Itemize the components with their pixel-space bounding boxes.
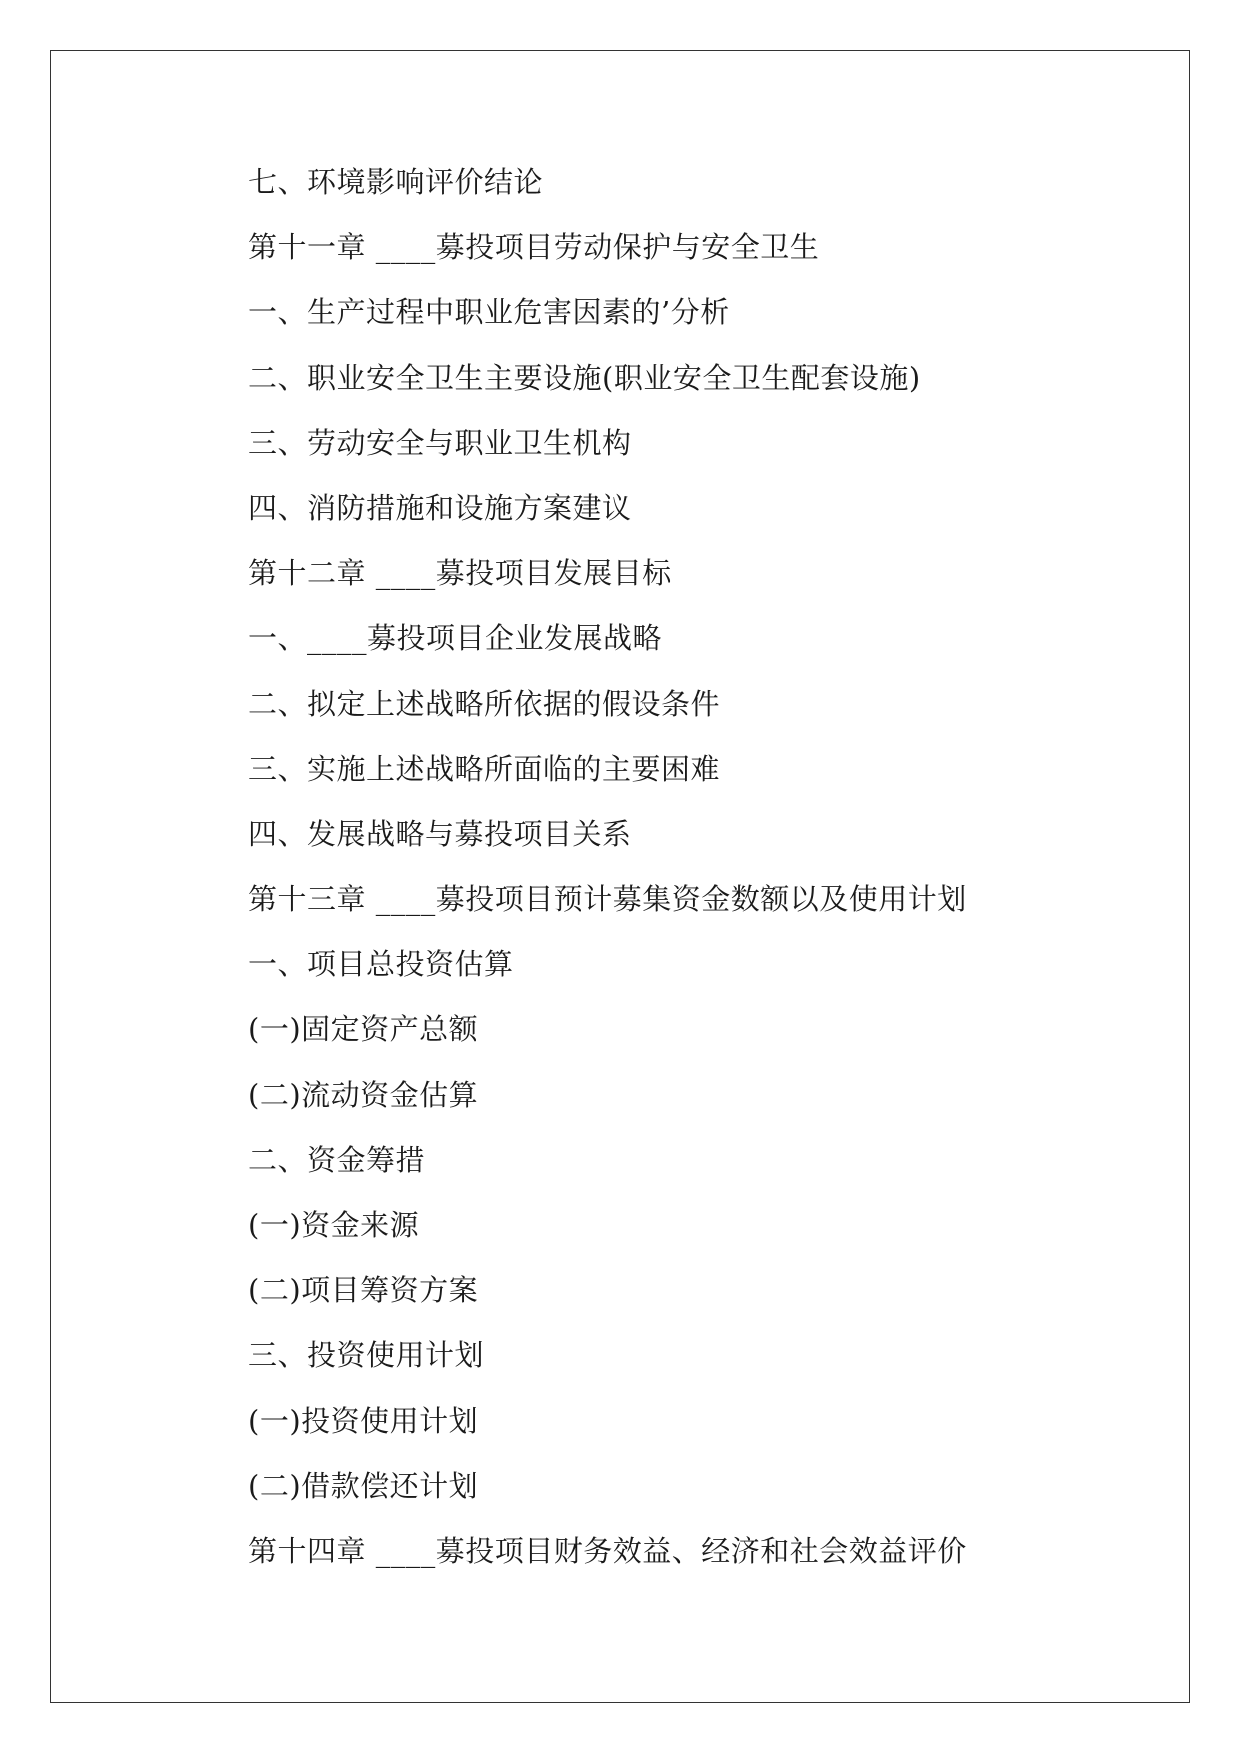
subsection-heading: (二)流动资金估算 [248, 1077, 479, 1112]
section-heading: 一、生产过程中职业危害因素的’分析 [248, 295, 730, 330]
section-heading: 三、投资使用计划 [248, 1338, 485, 1373]
chapter-heading: 第十二章 ____募投项目发展目标 [248, 556, 672, 591]
section-heading: 三、劳动安全与职业卫生机构 [248, 425, 632, 460]
section-heading: 二、拟定上述战略所依据的假设条件 [248, 686, 721, 721]
chapter-heading: 第十三章 ____募投项目预计募集资金数额以及使用计划 [248, 882, 967, 917]
section-heading: 四、消防措施和设施方案建议 [248, 490, 632, 525]
subsection-heading: (一)固定资产总额 [248, 1012, 479, 1047]
section-heading: 一、____募投项目企业发展战略 [248, 621, 663, 656]
subsection-heading: (一)投资使用计划 [248, 1403, 479, 1438]
section-heading: 三、实施上述战略所面临的主要困难 [248, 751, 721, 786]
section-heading: 一、项目总投资估算 [248, 947, 514, 982]
subsection-heading: (一)资金来源 [248, 1208, 420, 1242]
document-body [248, 155, 1148, 1589]
section-heading: 七、环境影响评价结论 [248, 165, 544, 199]
section-heading: 四、发展战略与募投项目关系 [248, 816, 632, 851]
section-heading: 二、职业安全卫生主要设施(职业安全卫生配套设施) [248, 360, 921, 395]
subsection-heading: (二)借款偿还计划 [248, 1468, 479, 1503]
chapter-heading: 第十一章 ____募投项目劳动保护与安全卫生 [248, 230, 820, 265]
section-heading: 二、资金筹措 [248, 1142, 426, 1177]
chapter-heading: 第十四章 ____募投项目财务效益、经济和社会效益评价 [248, 1533, 967, 1568]
subsection-heading: (二)项目筹资方案 [248, 1273, 479, 1308]
